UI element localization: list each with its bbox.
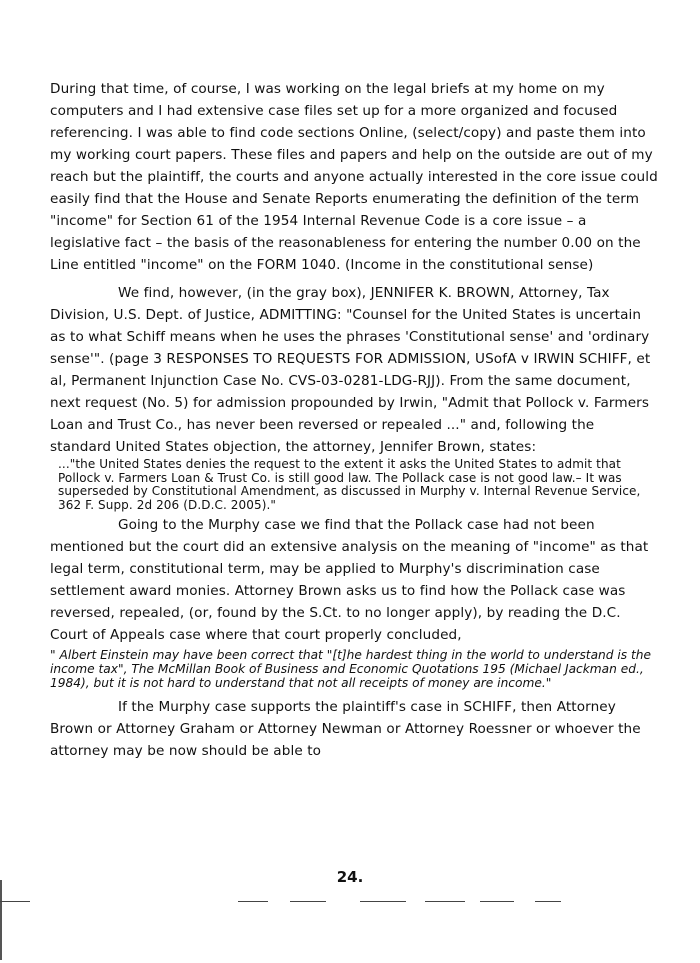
paragraph-4: If the Murphy case supports the plaintiff's case in SCHIFF, then Attorney Brown or Attorney Graham or Attorney Newman or Attorney Roessner or whoever the attorney may be now should be able to bbox=[50, 699, 641, 759]
bottom-rule-4 bbox=[360, 901, 406, 902]
quoted-response: ..."the United States denies the request to the extent it asks the United States to admit that Pollock v. Farmers Loan & Trust Co. is still good law. The Pollack case is not good law.– It was superseded by Constitutional Amendment, as discussed in Murphy v. Internal Revenue Service, 362 F. Supp. 2d 206 (D.D.C. 2005)." bbox=[58, 457, 641, 512]
bottom-rule-3 bbox=[290, 901, 326, 902]
left-edge-mark bbox=[0, 880, 2, 960]
paragraph-1: During that time, of course, I was working on the legal briefs at my home on my computers and I had extensive case files set up for a more organized and focused referencing. I was able to find code sections Online, (select/copy) and paste them into my working court papers. These files and papers and help on the outside are out of my reach but the plaintiff, the courts and anyone actually interested in the core issue could easily find that the House and Senate Reports enumerating the definition of the term "income" for Section 61 of the 1954 Internal Revenue Code is a core issue – a legislative fact – the basis of the reasonableness for entering the number 0.00 on the Line entitled "income" on the FORM 1040. (Income in the constitutional sense) bbox=[50, 81, 658, 273]
bottom-rule-5 bbox=[425, 901, 465, 902]
document-body bbox=[50, 78, 658, 762]
bottom-rule-1 bbox=[0, 901, 30, 902]
page-number: 24. bbox=[336, 868, 364, 886]
quoted-opinion: " Albert Einstein may have been correct that "[t]he hardest thing in the world to understand is the income tax", The McMillan Book of Business and Economic Quotations 195 (Michael Jackman ed., 1984), but it is not hard to understand that not all receipts of money are income." bbox=[50, 648, 652, 690]
paragraph-2: We find, however, (in the gray box), JENNIFER K. BROWN, Attorney, Tax Division, U.S. Dept. of Justice, ADMITTING: "Counsel for the United States is uncertain as to what Schiff means when he uses the phrases 'Constitutional sense' and 'ordinary sense'". (page 3 RESPONSES TO REQUESTS FOR ADMISSION, USofA v IRWIN SCHIFF, et al, Permanent Injunction Case No. CVS-03-0281-LDG-RJJ). From the same document, next request (No. 5) for admission propounded by Irwin, "Admit that Pollock v. Farmers Loan and Trust Co., has never been reversed or repealed ..." and, following the standard United States objection, the attorney, Jennifer Brown, states: bbox=[50, 285, 651, 455]
bottom-rule-7 bbox=[535, 901, 561, 902]
paragraph-3: Going to the Murphy case we find that the Pollack case had not been mentioned but the court did an extensive analysis on the meaning of "income" as that legal term, constitutional term, may be applied to Murphy's discrimination case settlement award monies. Attorney Brown asks us to find how the Pollack case was reversed, repealed, (or, found by the S.Ct. to no longer apply), by reading the D.C. Court of Appeals case where that court properly concluded, bbox=[50, 517, 649, 643]
bottom-rule-2 bbox=[238, 901, 268, 902]
bottom-rule-6 bbox=[480, 901, 514, 902]
